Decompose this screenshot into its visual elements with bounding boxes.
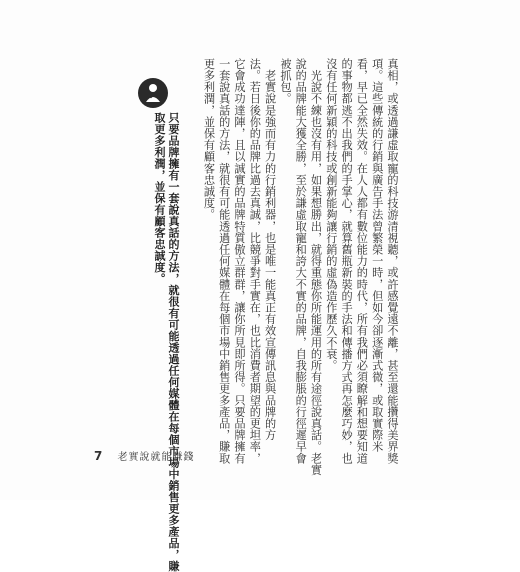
body-line: 老實說是強而有力的行銷利器，也是唯一能真正有效宣傳訊息與品牌的方 [263, 58, 277, 441]
body-line: 更多利潤，並保有顧客忠誠度。 [202, 58, 216, 221]
tip-callout [152, 112, 180, 572]
body-line: 沒有任何新穎的科技或創新能夠讓行銷的虛偽造作歷久不衰。 [324, 58, 338, 372]
body-line: 它會成功達陣，且以誠實的品牌特質傲立群群，讓你所見即所得。只要品牌擁有 [233, 58, 247, 464]
body-line: 的事物都逃不出我們的手掌心，就算舊瓶新裝的手法和傳播方式再怎麼巧妙，也 [340, 58, 354, 464]
body-line: 法。若日後你的品牌比過去真誠，比競爭對手實在，也比消費者期望的更坦率， [248, 58, 262, 464]
tip-line: 取更多利潤，並保有顧客忠誠度。 [153, 112, 166, 285]
body-line: 項。這些傳統的行銷與廣告手法曾繁榮一時，但如今卻逐漸式微，或取實際米 [370, 58, 384, 453]
tip-line: 只要品牌擁有一套說真話的方法，就很有可能透過任何媒體在每個市場中銷售更多產品，賺 [167, 112, 180, 572]
body-line: 一套說真話的方法，就很有可能透過任何媒體在每個市場中銷售更多產品，賺取 [217, 58, 231, 464]
body-line: 說的品牌能大獲全勝，至於謙虛取寵和誇大不實的品牌，自我膨脹的行徑遲早會 [294, 58, 308, 464]
page-footer [94, 445, 194, 464]
body-line: 被抓包。 [278, 58, 292, 105]
book-title: 老實說就能賺錢 [117, 452, 195, 463]
body-line: 看，早已全然失效。在人人都有數位能力的時代，所有我們必須瞭解和想要知道 [355, 58, 369, 464]
body-text [201, 58, 400, 476]
check-person-icon [138, 78, 168, 108]
body-line: 光說不練也沒有用，如果想勝出，就得重態你所能運用的所有途徑說真話。老實 [309, 58, 323, 476]
page-number: 7 [94, 449, 103, 463]
body-line: 真相，或透過謙虛取寵的科技游清視聽，或許感覺遠不離，甚至還能攢得美界獎 [386, 58, 399, 464]
